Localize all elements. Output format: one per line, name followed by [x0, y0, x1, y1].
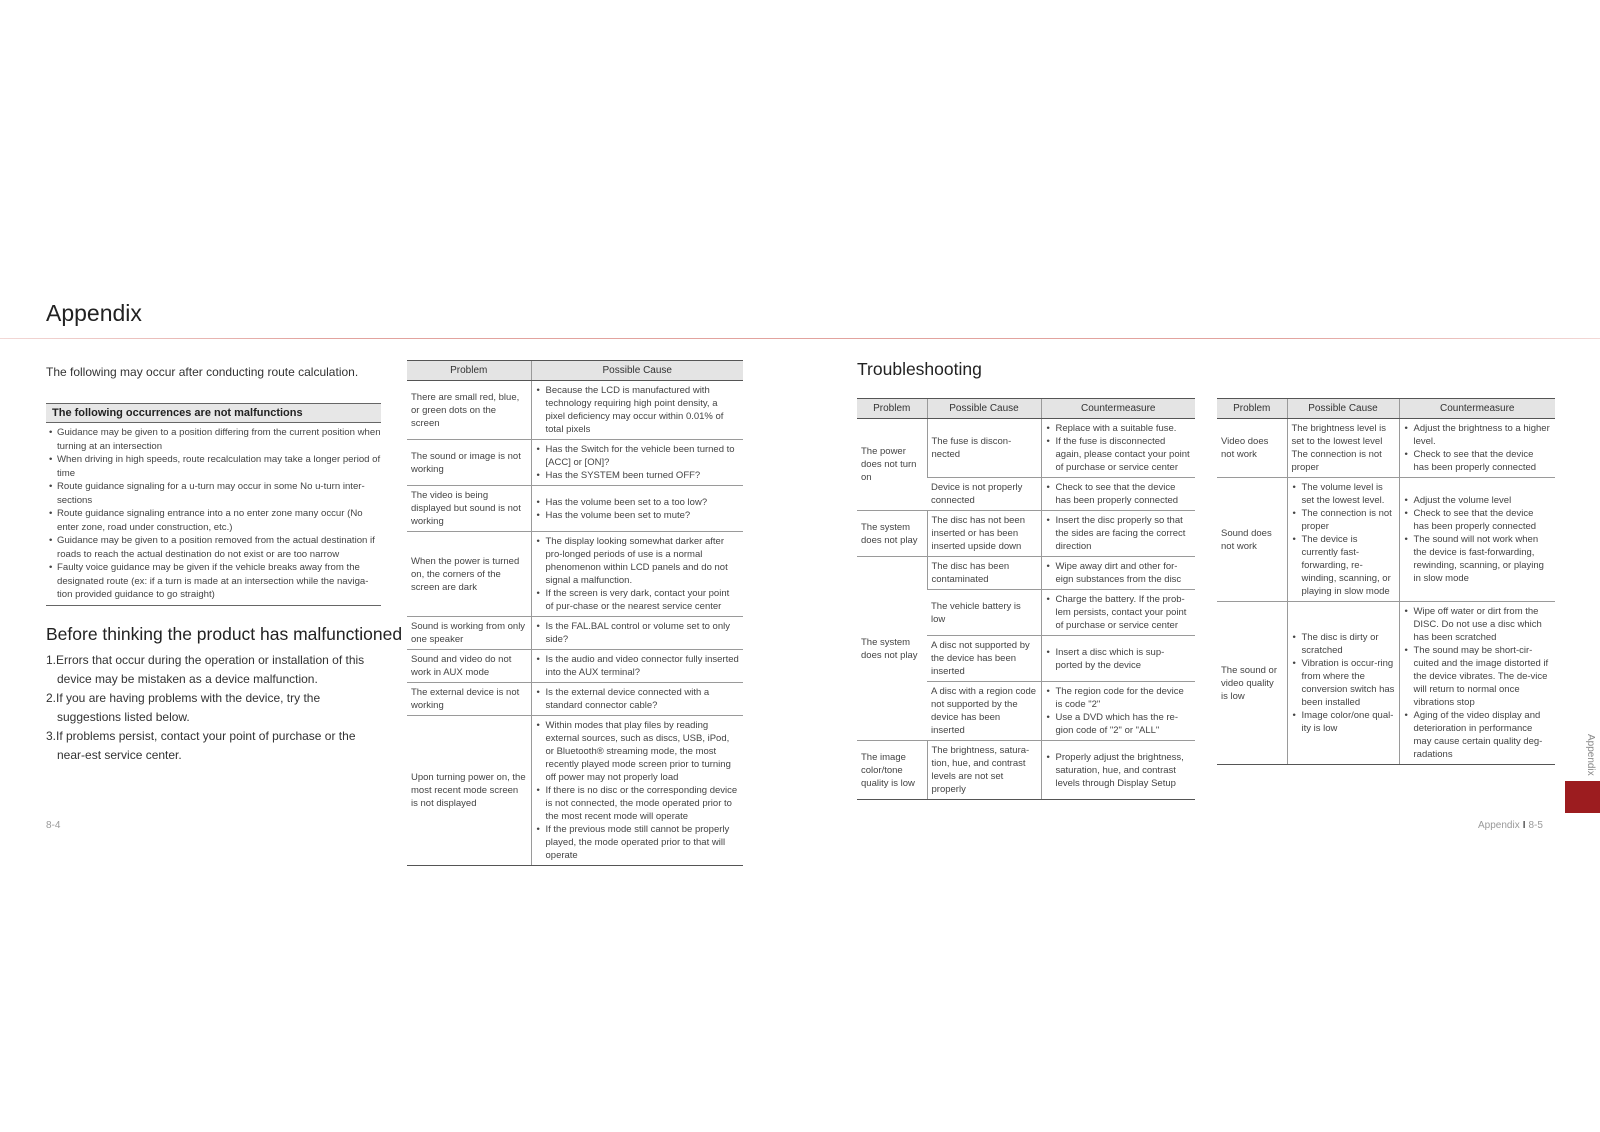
cause-item: • The volume level is set the lowest level. — [1292, 481, 1395, 507]
cause-item: • Has the volume been set to mute? — [536, 509, 740, 522]
footer-separator: I — [1522, 820, 1526, 831]
countermeasure-item: • Check to see that the device has been properly connected — [1404, 448, 1552, 474]
problem-cell: The external device is not working — [407, 683, 531, 716]
title-divider — [0, 338, 1600, 339]
cause-item: • Vibration is occur-ring from where the conversion switch has been installed — [1292, 657, 1395, 709]
countermeasure-item: • Wipe away dirt and other for-eign substances from the disc — [1046, 560, 1192, 586]
countermeasure-cell — [1041, 511, 1195, 557]
countermeasure-item: • Insert the disc properly so that the sides are facing the correct direction — [1046, 514, 1192, 553]
cause-item: • The connection is not proper — [1292, 507, 1395, 533]
cause-cell: The disc has not been inserted or has been inserted upside down — [927, 511, 1041, 557]
page-title: Appendix — [46, 300, 142, 326]
list-item: • Guidance may be given to a position removed from the actual destination if roads to reach the actual destination do not exist or are too narrow — [46, 534, 381, 561]
malfunction-table — [407, 360, 743, 866]
problem-cell: The sound or image is not working — [407, 440, 531, 486]
step-item: 3.If problems persist, contact your point of purchase or the near-est service center. — [46, 729, 356, 762]
table-header: Possible Cause — [927, 399, 1041, 419]
countermeasure-item: • Use a DVD which has the re-gion code of "2" or "ALL" — [1046, 711, 1192, 737]
problem-cell: There are small red, blue, or green dots on the screen — [407, 381, 531, 440]
table-row — [857, 511, 1195, 557]
countermeasure-item: • Replace with a suitable fuse. — [1046, 422, 1192, 435]
countermeasure-item: • The region code for the device is code "2" — [1046, 685, 1192, 711]
problem-cell: When the power is turned on, the corners of the screen are dark — [407, 532, 531, 617]
table-row — [857, 741, 1195, 800]
table-header: Possible Cause — [1287, 399, 1399, 419]
table-header: Problem — [1217, 399, 1287, 419]
countermeasure-item: • Check to see that the device has been properly connected — [1046, 481, 1192, 507]
countermeasure-cell — [1399, 602, 1555, 765]
box-title: The following occurrences are not malfunctions — [46, 403, 381, 423]
cause-cell: The brightness, satura-tion, hue, and contrast levels are not set properly — [927, 741, 1041, 800]
cause-cell: The vehicle battery is low — [927, 590, 1041, 636]
intro-text: The following may occur after conducting route calculation. — [46, 365, 359, 379]
countermeasure-item-list — [1046, 560, 1192, 586]
list-item: • When driving in high speeds, route recalculation may take a longer period of time — [46, 453, 381, 480]
table-row — [1217, 419, 1555, 478]
cause-cell — [1287, 419, 1399, 478]
cause-item: • If the screen is very dark, contact your point of pur-chase or the nearest service center — [536, 587, 740, 613]
problem-cell: The system does not play — [857, 557, 927, 741]
cause-cell: A disc with a region code not supported by the device has been inserted — [927, 682, 1041, 741]
table-row — [1217, 478, 1555, 602]
step-item: 1.Errors that occur during the operation or installation of this device may be mistaken as a device malfunction. — [46, 653, 365, 686]
problem-cell: Sound does not work — [1217, 478, 1287, 602]
table-header: Countermeasure — [1041, 399, 1195, 419]
cause-cell — [531, 532, 743, 617]
countermeasure-cell — [1399, 419, 1555, 478]
troubleshooting-table-1 — [857, 398, 1195, 800]
table-row — [407, 683, 743, 716]
countermeasure-item: • Aging of the video display and deterioration in performance may cause certain quality deg-radations — [1404, 709, 1552, 761]
cause-cell — [531, 440, 743, 486]
cause-cell: A disc not supported by the device has been inserted — [927, 636, 1041, 682]
cause-item: • If the previous mode still cannot be properly played, the mode operated prior to that will operate — [536, 823, 740, 862]
countermeasure-item: • Insert a disc which is sup-ported by the device — [1046, 646, 1192, 672]
cause-item: • Is the FAL.BAL control or volume set to only side? — [536, 620, 740, 646]
cause-item: • Within modes that play files by reading external sources, such as discs, USB, iPod, or Bluetooth® streaming mode, the most recently played mode screen prior to turning off power may not properly load — [536, 719, 740, 784]
cause-item: • Is the audio and video connector fully inserted into the AUX terminal? — [536, 653, 740, 679]
cause-cell — [531, 617, 743, 650]
countermeasure-cell — [1041, 478, 1195, 511]
problem-cell: The video is being displayed but sound is not working — [407, 486, 531, 532]
cause-item-list — [536, 620, 740, 646]
countermeasure-cell — [1041, 741, 1195, 800]
countermeasure-cell — [1041, 636, 1195, 682]
cause-cell — [531, 486, 743, 532]
cause-item: • The disc is dirty or scratched — [1292, 631, 1395, 657]
table-row — [407, 650, 743, 683]
table-row — [1217, 602, 1555, 765]
page-number-left: 8-4 — [46, 820, 61, 831]
problem-cell: The sound or video quality is low — [1217, 602, 1287, 765]
cause-cell: The fuse is discon-nected — [927, 419, 1041, 478]
countermeasure-item: • If the fuse is disconnected again, please contact your point of purchase or service center — [1046, 435, 1192, 474]
cause-item: • The display looking somewhat darker after pro-longed periods of use is a normal phenomenon within LCD panels and do not signal a malfunction. — [536, 535, 740, 587]
cause-item-list — [536, 443, 740, 482]
table-header: Possible Cause — [531, 361, 743, 381]
countermeasure-item-list — [1046, 646, 1192, 672]
table-row — [407, 716, 743, 866]
countermeasure-cell — [1041, 682, 1195, 741]
cause-item: • If there is no disc or the corresponding device is not connected, the mode operated prior to the most recent mode will operate — [536, 784, 740, 823]
countermeasure-item-list — [1046, 514, 1192, 553]
countermeasure-item: • Check to see that the device has been properly connected — [1404, 507, 1552, 533]
countermeasure-item: • Adjust the brightness to a higher level. — [1404, 422, 1552, 448]
cause-item-list — [536, 686, 740, 712]
cause-item: • Image color/one qual-ity is low — [1292, 709, 1395, 735]
countermeasure-item: • Adjust the volume level — [1404, 494, 1552, 507]
cause-item: • The device is currently fast-forwarding, re-winding, scanning, or playing in slow mode — [1292, 533, 1395, 598]
cause-item: • Has the volume been set to a too low? — [536, 496, 740, 509]
list-item: • Guidance may be given to a position differing from the current position when turning at an intersection — [46, 426, 381, 453]
section-title-troubleshooting: Troubleshooting — [857, 359, 982, 379]
table-row — [407, 440, 743, 486]
countermeasure-item: • Charge the battery. If the prob-lem persists, contact your point of purchase or service center — [1046, 593, 1192, 632]
countermeasure-item-list — [1046, 481, 1192, 507]
side-section-label: Appendix — [1585, 734, 1596, 776]
countermeasure-item-list — [1046, 751, 1192, 790]
table-row — [407, 381, 743, 440]
box-list — [46, 426, 381, 606]
troubleshooting-table-2 — [1217, 398, 1555, 765]
countermeasure-item-list — [1404, 422, 1552, 474]
cause-item-list — [536, 719, 740, 862]
cause-cell — [531, 716, 743, 866]
cause-item: • Because the LCD is manufactured with technology requiring high point density, a pixel deficiency may occur within 0.01% of total pixels — [536, 384, 740, 436]
table-row — [407, 617, 743, 650]
problem-cell: Sound is working from only one speaker — [407, 617, 531, 650]
cause-item-list — [1292, 631, 1395, 735]
countermeasure-item-list — [1046, 593, 1192, 632]
countermeasure-item-list — [1046, 422, 1192, 474]
problem-cell: The image color/tone quality is low — [857, 741, 927, 800]
table-header: Problem — [857, 399, 927, 419]
countermeasure-cell — [1041, 557, 1195, 590]
cause-item-list — [536, 535, 740, 613]
countermeasure-item: • Wipe off water or dirt from the DISC. Do not use a disc which has been scratched — [1404, 605, 1552, 644]
cause-cell — [1287, 602, 1399, 765]
countermeasure-item-list — [1404, 605, 1552, 761]
countermeasure-item: • The sound may be short-cir-cuited and the image distorted if the device vibrates. The de-vice will return to normal once vibrations stop — [1404, 644, 1552, 709]
section-title-before: Before thinking the product has malfunctioned — [46, 624, 403, 644]
cause-item: • Is the external device connected with a standard connector cable? — [536, 686, 740, 712]
countermeasure-cell — [1041, 590, 1195, 636]
cause-cell — [1287, 478, 1399, 602]
problem-cell: Sound and video do not work in AUX mode — [407, 650, 531, 683]
page-footer-right — [1478, 820, 1543, 831]
cause-cell: The disc has been contaminated — [927, 557, 1041, 590]
cause-cell — [531, 650, 743, 683]
list-item: • Faulty voice guidance may be given if the vehicle breaks away from the designated route (ex: if a turn is made at an intersection while the naviga-tion provided guidance to go straight) — [46, 561, 381, 602]
list-item: • Route guidance signaling for a u-turn may occur in some No u-turn inter-sections — [46, 480, 381, 507]
page-number-right: 8-5 — [1528, 820, 1543, 831]
table-row — [857, 557, 1195, 590]
problem-cell: Upon turning power on, the most recent mode screen is not displayed — [407, 716, 531, 866]
cause-cell: Device is not properly connected — [927, 478, 1041, 511]
step-item: 2.If you are having problems with the device, try the suggestions listed below. — [46, 691, 321, 724]
problem-cell: The system does not play — [857, 511, 927, 557]
problem-cell: The power does not turn on — [857, 419, 927, 511]
cause-item-list — [536, 384, 740, 436]
steps-list — [46, 651, 381, 765]
countermeasure-item-list — [1404, 494, 1552, 585]
cause-item: • Has the SYSTEM been turned OFF? — [536, 469, 740, 482]
table-row — [407, 486, 743, 532]
cause-item-list — [536, 653, 740, 679]
cause-item-list — [536, 496, 740, 522]
table-row — [407, 532, 743, 617]
countermeasure-item-list — [1046, 685, 1192, 737]
table-row — [857, 419, 1195, 478]
problem-cell: Video does not work — [1217, 419, 1287, 478]
countermeasure-cell — [1041, 419, 1195, 478]
cause-item: The brightness level is set to the lowest level The connection is not proper — [1291, 423, 1387, 473]
cause-item-list — [1292, 481, 1395, 598]
side-tab — [1565, 781, 1600, 813]
list-item: • Route guidance signaling entrance into a no enter zone many occur (No enter zone, road under construction, etc.) — [46, 507, 381, 534]
footer-label: Appendix — [1478, 820, 1520, 831]
countermeasure-cell — [1399, 478, 1555, 602]
countermeasure-item: • The sound will not work when the device is fast-forwarding, rewinding, scanning, or playing in slow mode — [1404, 533, 1552, 585]
countermeasure-item: • Properly adjust the brightness, saturation, hue, and contrast levels through Display Setup — [1046, 751, 1192, 790]
cause-item: • Has the Switch for the vehicle been turned to [ACC] or [ON]? — [536, 443, 740, 469]
cause-cell — [531, 381, 743, 440]
table-header: Countermeasure — [1399, 399, 1555, 419]
table-header: Problem — [407, 361, 531, 381]
cause-cell — [531, 683, 743, 716]
not-malfunctions-box — [46, 403, 381, 606]
